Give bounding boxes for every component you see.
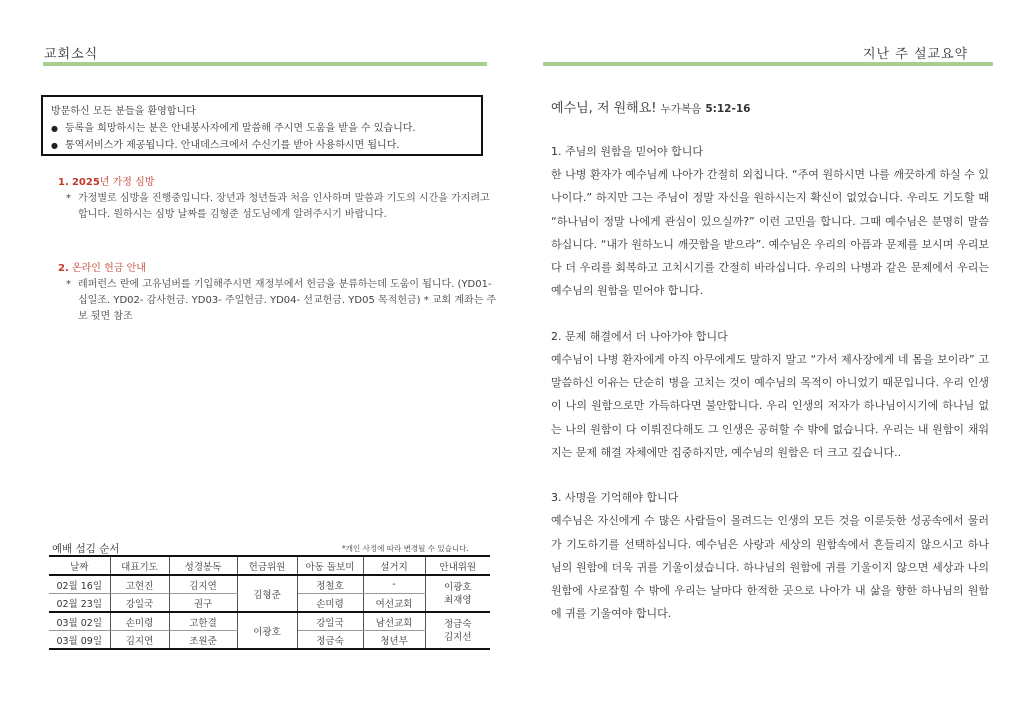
sermon-title: 예수님, 저 원해요! 누가복음 5:12-16 bbox=[551, 101, 751, 116]
reading-cell: 조원준 bbox=[169, 631, 237, 650]
sermon-point-body: 예수님은 자신에게 수 많은 사람들이 몰려드는 인생의 모든 것을 이룬듯한 성공속에서 물러가 기도하기를 선택하십니다. 예수님은 사랑과 세상의 원함속에서 흔들리지 않으시고 하나님의 원함에 더욱 귀를 기울이셨습니다. 하나님의 원함에 귀를 기울이지 않으면 세상과 나의 원함에 사로잡힐 수 밖에 우리는 날마다 한적한 곳으로 나아가 내 삶을 향한 하나님의 원함에 귀를 기울여야 합니다. bbox=[551, 514, 989, 621]
sermon-point-heading: 1. 주님의 원함을 믿어야 합니다 bbox=[551, 145, 703, 158]
column-header: 설거지 bbox=[363, 556, 425, 575]
sermon-reference: 누가복음 bbox=[660, 103, 702, 115]
reading-cell: 고한결 bbox=[169, 612, 237, 631]
prayer-cell: 김지연 bbox=[110, 631, 169, 650]
table-row bbox=[49, 612, 490, 631]
date-cell: 02월 23일 bbox=[49, 594, 110, 613]
sermon-point bbox=[551, 325, 989, 464]
welcome-list bbox=[51, 120, 473, 154]
left-page-header: 교회소식 bbox=[44, 47, 99, 62]
schedule-note: *개인 사정에 따라 변경될 수 있습니다. bbox=[342, 544, 469, 553]
reading-cell: 권구 bbox=[169, 594, 237, 613]
column-header: 성경봉독 bbox=[169, 556, 237, 575]
childcare-cell: 손미령 bbox=[297, 594, 363, 613]
column-header: 날짜 bbox=[49, 556, 110, 575]
news-item-online-offering bbox=[58, 261, 498, 325]
usher-cell: 이광호 최재영 bbox=[425, 575, 490, 612]
column-header: 대표기도 bbox=[110, 556, 169, 575]
news-body: * 레퍼런스 란에 고유넘버를 기입해주시면 재정부에서 헌금을 분류하는데 도움이 됩니다. (YD01- 십일조. YD02- 감사헌금. YD03- 주일헌금. YD04- 선교헌금. YD05 목적헌금) * 교회 계좌는 주보 뒷면 참조 bbox=[58, 277, 498, 325]
date-cell: 02월 16일 bbox=[49, 575, 110, 594]
right-header-rule bbox=[543, 62, 993, 66]
service-schedule-table bbox=[49, 555, 490, 650]
reading-cell: 김지연 bbox=[169, 575, 237, 594]
dishes-cell: 여선교회 bbox=[363, 594, 425, 613]
childcare-cell: 정철호 bbox=[297, 575, 363, 594]
date-cell: 03월 09일 bbox=[49, 631, 110, 650]
table-header-row bbox=[49, 556, 490, 575]
column-header: 헌금위원 bbox=[237, 556, 297, 575]
dishes-cell: 청년부 bbox=[363, 631, 425, 650]
news-title: 2. 온라인 헌금 안내 bbox=[58, 263, 146, 274]
welcome-title: 방문하신 모든 분들을 환영합니다 bbox=[51, 106, 196, 117]
sermon-point-heading: 2. 문제 해결에서 더 나아가야 합니다 bbox=[551, 329, 728, 343]
sermon-summary bbox=[551, 97, 989, 648]
schedule-title: 예배 섬김 순서 bbox=[52, 543, 120, 555]
offering-cell: 김형준 bbox=[237, 575, 297, 612]
sermon-point bbox=[551, 140, 989, 303]
sermon-point-body: 한 나병 환자가 예수님께 나아가 간절히 외칩니다. “주여 원하시면 나를 깨끗하게 하실 수 있나이다.” 하지만 그는 주님이 정말 자신을 원하시는지 확신이 없었습니다. 우리도 기도할 때 “하나님이 정말 나에게 관심이 있으실까?” 이런 고민을 합니다. 그때 예수님은 분명히 말씀하십니다. “내가 원하노니 깨끗함을 받으라”. 예수님은 우리의 아픔과 문제를 보시며 우리보다 더 우리를 회복하고 고치시기를 간절히 바라십니다. 우리의 나병과 같은 문제에서 우리는 예수님의 원함을 믿어야 합니다. bbox=[551, 168, 989, 298]
table-row bbox=[49, 575, 490, 594]
prayer-cell: 강일국 bbox=[110, 594, 169, 613]
welcome-item: ● 등록을 희망하시는 분은 안내봉사자에게 말씀해 주시면 도움을 받을 수 있습니다. bbox=[51, 120, 473, 137]
childcare-cell: 강일국 bbox=[297, 612, 363, 631]
right-page-header: 지난 주 설교요약 bbox=[863, 47, 969, 62]
date-cell: 03월 02일 bbox=[49, 612, 110, 631]
column-header: 아동 돌보미 bbox=[297, 556, 363, 575]
offering-cell: 이광호 bbox=[237, 612, 297, 649]
sermon-verse: 5:12-16 bbox=[705, 103, 751, 115]
column-header: 안내위원 bbox=[425, 556, 490, 575]
dishes-cell: 남선교회 bbox=[363, 612, 425, 631]
news-title: 1. 2025년 가정 심방 bbox=[58, 177, 155, 188]
prayer-cell: 고현진 bbox=[110, 575, 169, 594]
welcome-box bbox=[41, 95, 483, 156]
news-body: * 가정별로 심방을 진행중입니다. 장년과 청년들과 처음 인사하며 말씀과 기도의 시간을 가지려고 합니다. 원하시는 심방 날짜를 김형준 성도님에게 알려주시기 바랍니다. bbox=[58, 191, 498, 223]
childcare-cell: 정금숙 bbox=[297, 631, 363, 650]
sermon-point-body: 예수님이 나병 환자에게 아직 아무에게도 말하지 말고 “가서 제사장에게 네 몸을 보이라” 고 말씀하신 이유는 단순히 병을 고치는 것이 예수님의 목적이 아니었기 때문입니다. 우리 인생이 나의 원함으로만 가득하다면 불안합니다. 우리 인생의 저자가 하나님이시기에 하나님 없는 나의 원함이 다 이뤄진다해도 그 인생은 공허할 수 밖에 없습니다. 우리는 내 원함이 채워지는 문제 해결 자체에만 집중하지만, 예수님의 원함은 더 크고 깊습니다.. bbox=[551, 352, 989, 459]
sermon-point bbox=[551, 486, 989, 625]
left-header-rule bbox=[43, 62, 487, 66]
dishes-cell: - bbox=[363, 575, 425, 594]
usher-cell: 정금숙 김지선 bbox=[425, 612, 490, 649]
welcome-item: ● 통역서비스가 제공됩니다. 안내데스크에서 수신기를 받아 사용하시면 됩니다. bbox=[51, 137, 473, 154]
prayer-cell: 손미령 bbox=[110, 612, 169, 631]
news-item-visitation bbox=[58, 175, 498, 223]
sermon-point-heading: 3. 사명을 기억해야 합니다 bbox=[551, 491, 679, 505]
